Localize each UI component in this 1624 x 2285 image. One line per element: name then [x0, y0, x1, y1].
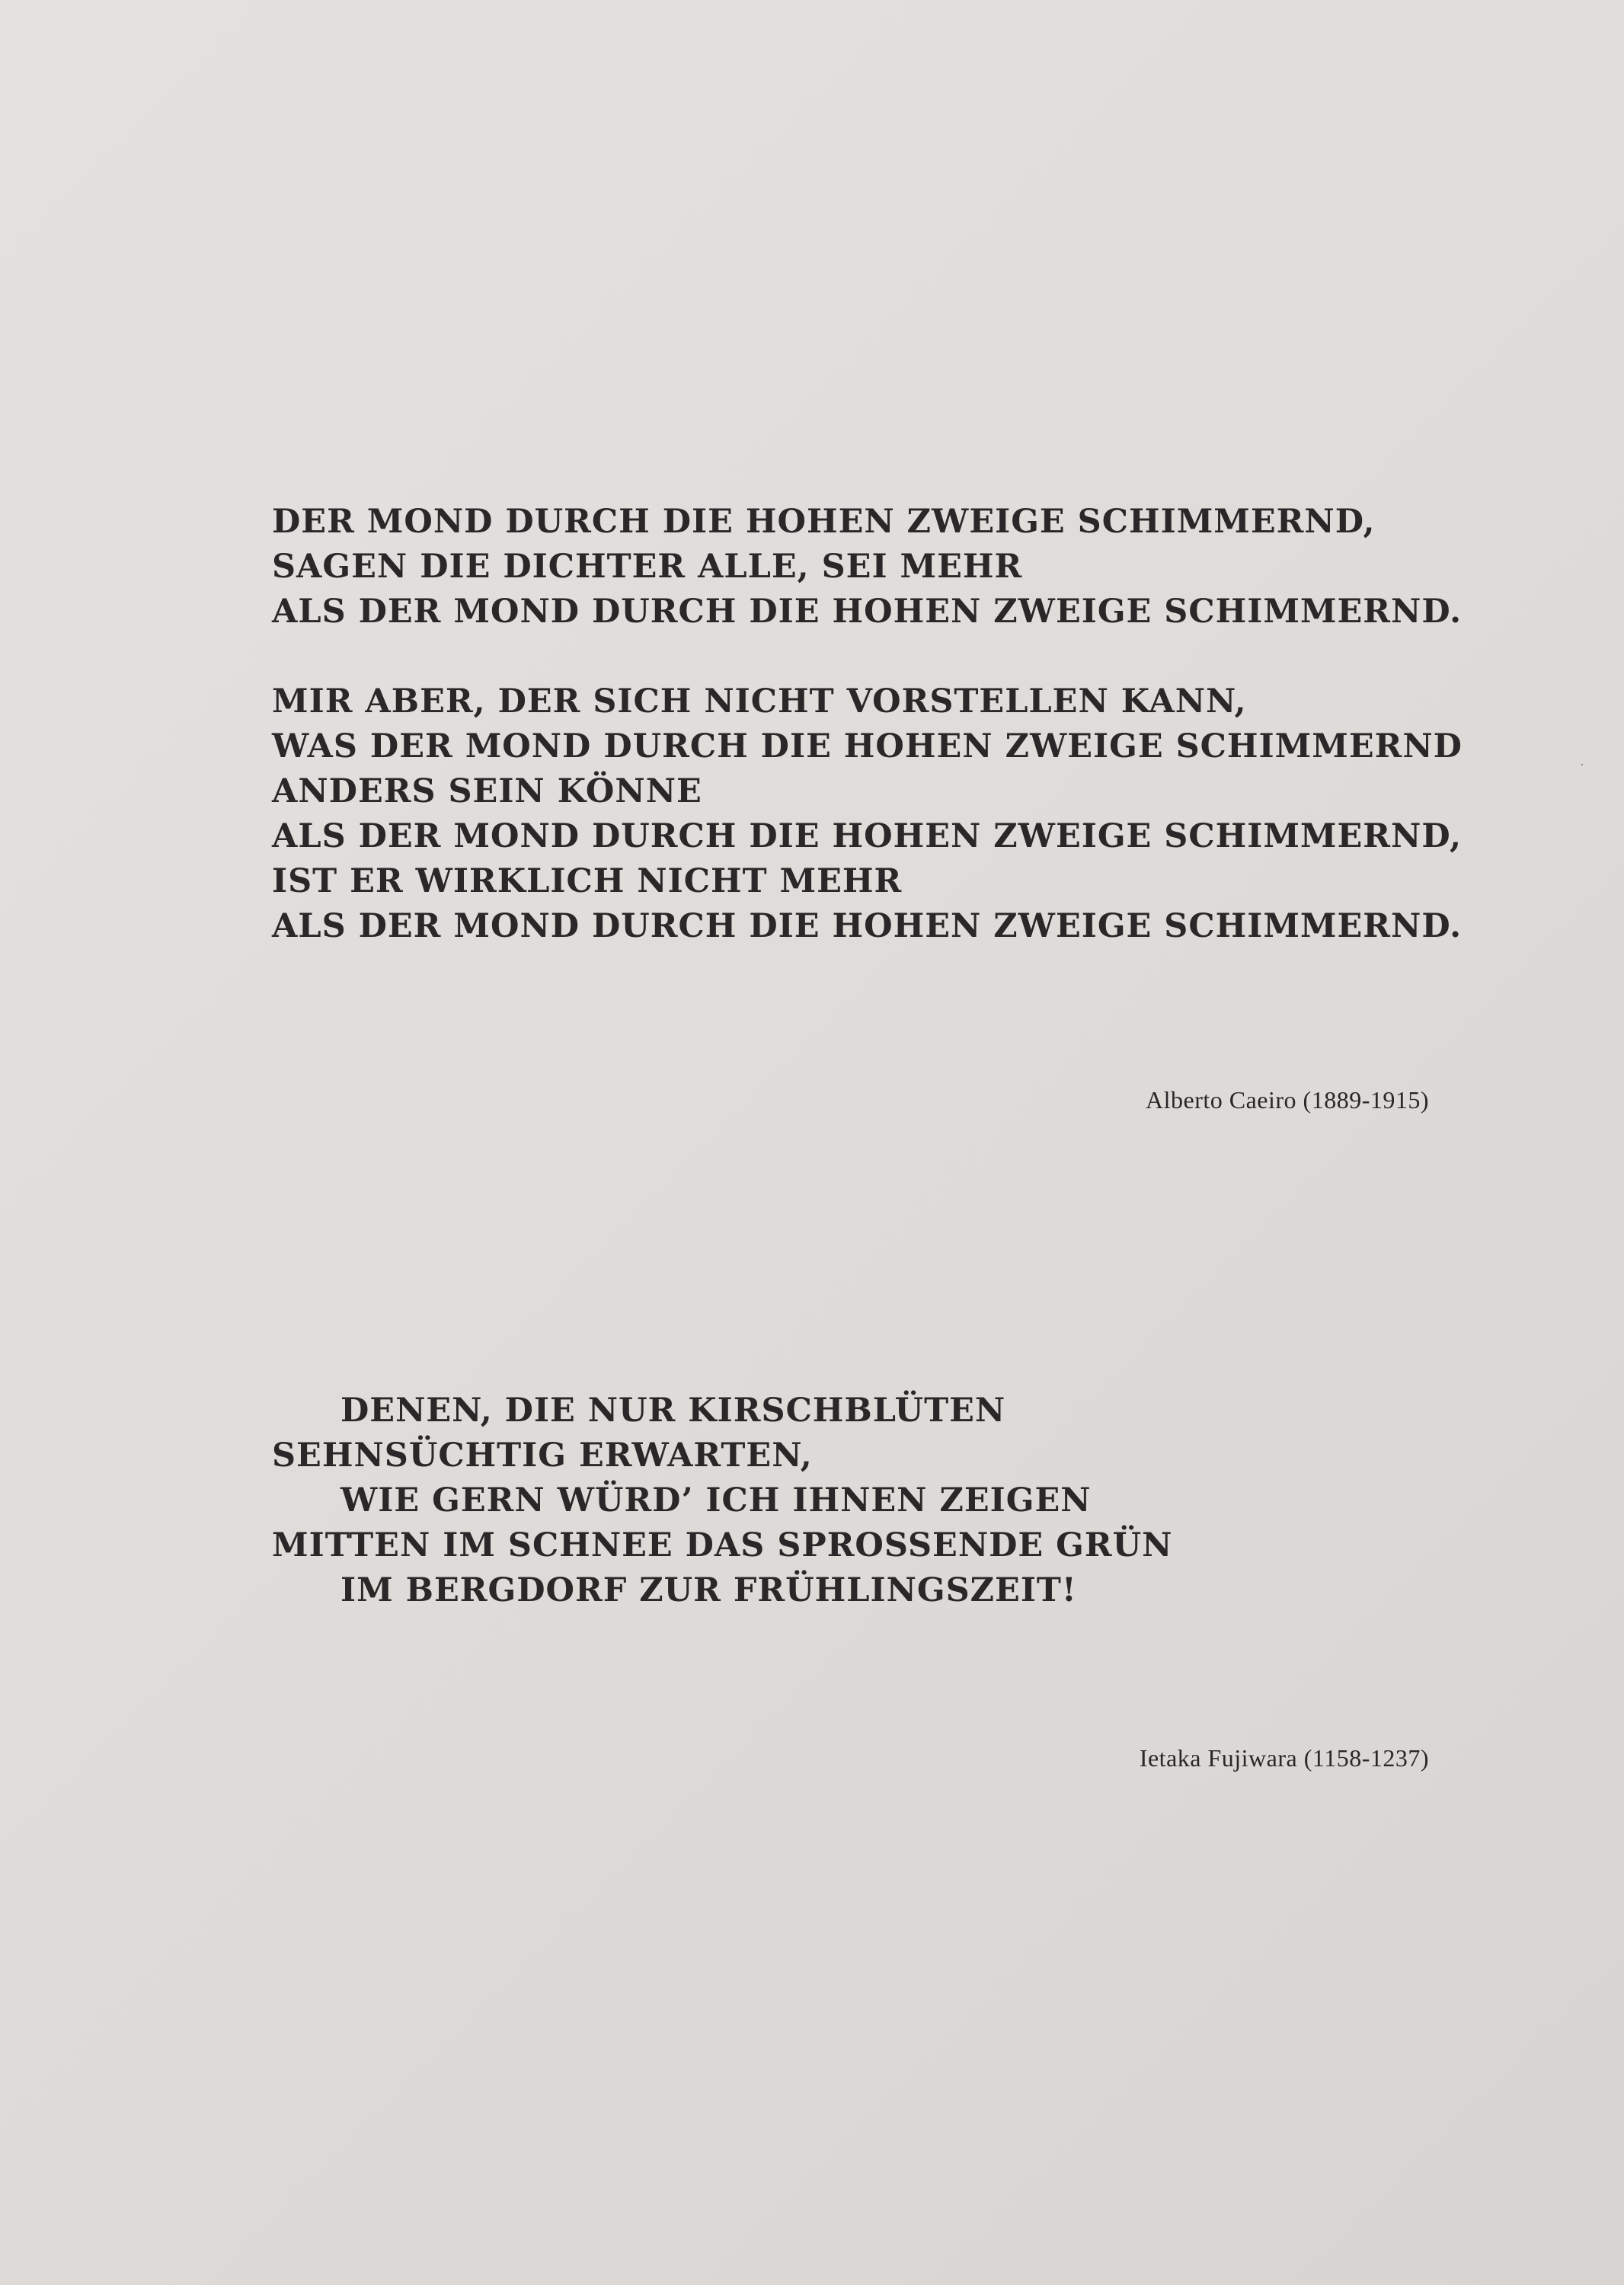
author-name: Ietaka Fujiwara [1139, 1744, 1298, 1772]
author-years: (1889-1915) [1303, 1086, 1429, 1114]
poem-line: DER MOND DURCH DIE HOHEN ZWEIGE SCHIMMERND, [272, 503, 1376, 541]
poem-caeiro [272, 500, 1463, 949]
poem-line: ANDERS SEIN KÖNNE [272, 772, 702, 810]
attribution-fujiwara [1140, 1744, 1429, 1772]
poem-line: IST ER WIRKLICH NICHT MEHR [272, 862, 903, 900]
poem-line: WAS DER MOND DURCH DIE HOHEN ZWEIGE SCHIMMERND [272, 727, 1463, 765]
stanza-gap [272, 634, 1463, 679]
poem-line: WIE GERN WÜRD’ ICH IHNEN ZEIGEN [340, 1481, 1092, 1520]
poem-line: ALS DER MOND DURCH DIE HOHEN ZWEIGE SCHIMMERND, [272, 817, 1463, 855]
poem-line: MITTEN IM SCHNEE DAS SPROSSENDE GRÜN [272, 1526, 1173, 1564]
poem-fujiwara [272, 1389, 1172, 1613]
poem-line: DENEN, DIE NUR KIRSCHBLÜTEN [340, 1392, 1006, 1430]
poem-line: SAGEN DIE DICHTER ALLE, SEI MEHR [272, 548, 1023, 586]
poem-line: IM BERGDORF ZUR FRÜHLINGSZEIT! [340, 1571, 1077, 1609]
attribution-caeiro [1146, 1086, 1429, 1114]
poem-line: ALS DER MOND DURCH DIE HOHEN ZWEIGE SCHIMMERND. [272, 907, 1463, 945]
poem-line: SEHNSÜCHTIG ERWARTEN, [272, 1437, 813, 1475]
paper-speck [1581, 764, 1583, 765]
author-name: Alberto Caeiro [1145, 1086, 1297, 1114]
author-years: (1158-1237) [1303, 1744, 1429, 1772]
poem-line: ALS DER MOND DURCH DIE HOHEN ZWEIGE SCHIMMERND. [272, 593, 1463, 631]
poem-line: MIR ABER, DER SICH NICHT VORSTELLEN KANN, [272, 682, 1247, 721]
